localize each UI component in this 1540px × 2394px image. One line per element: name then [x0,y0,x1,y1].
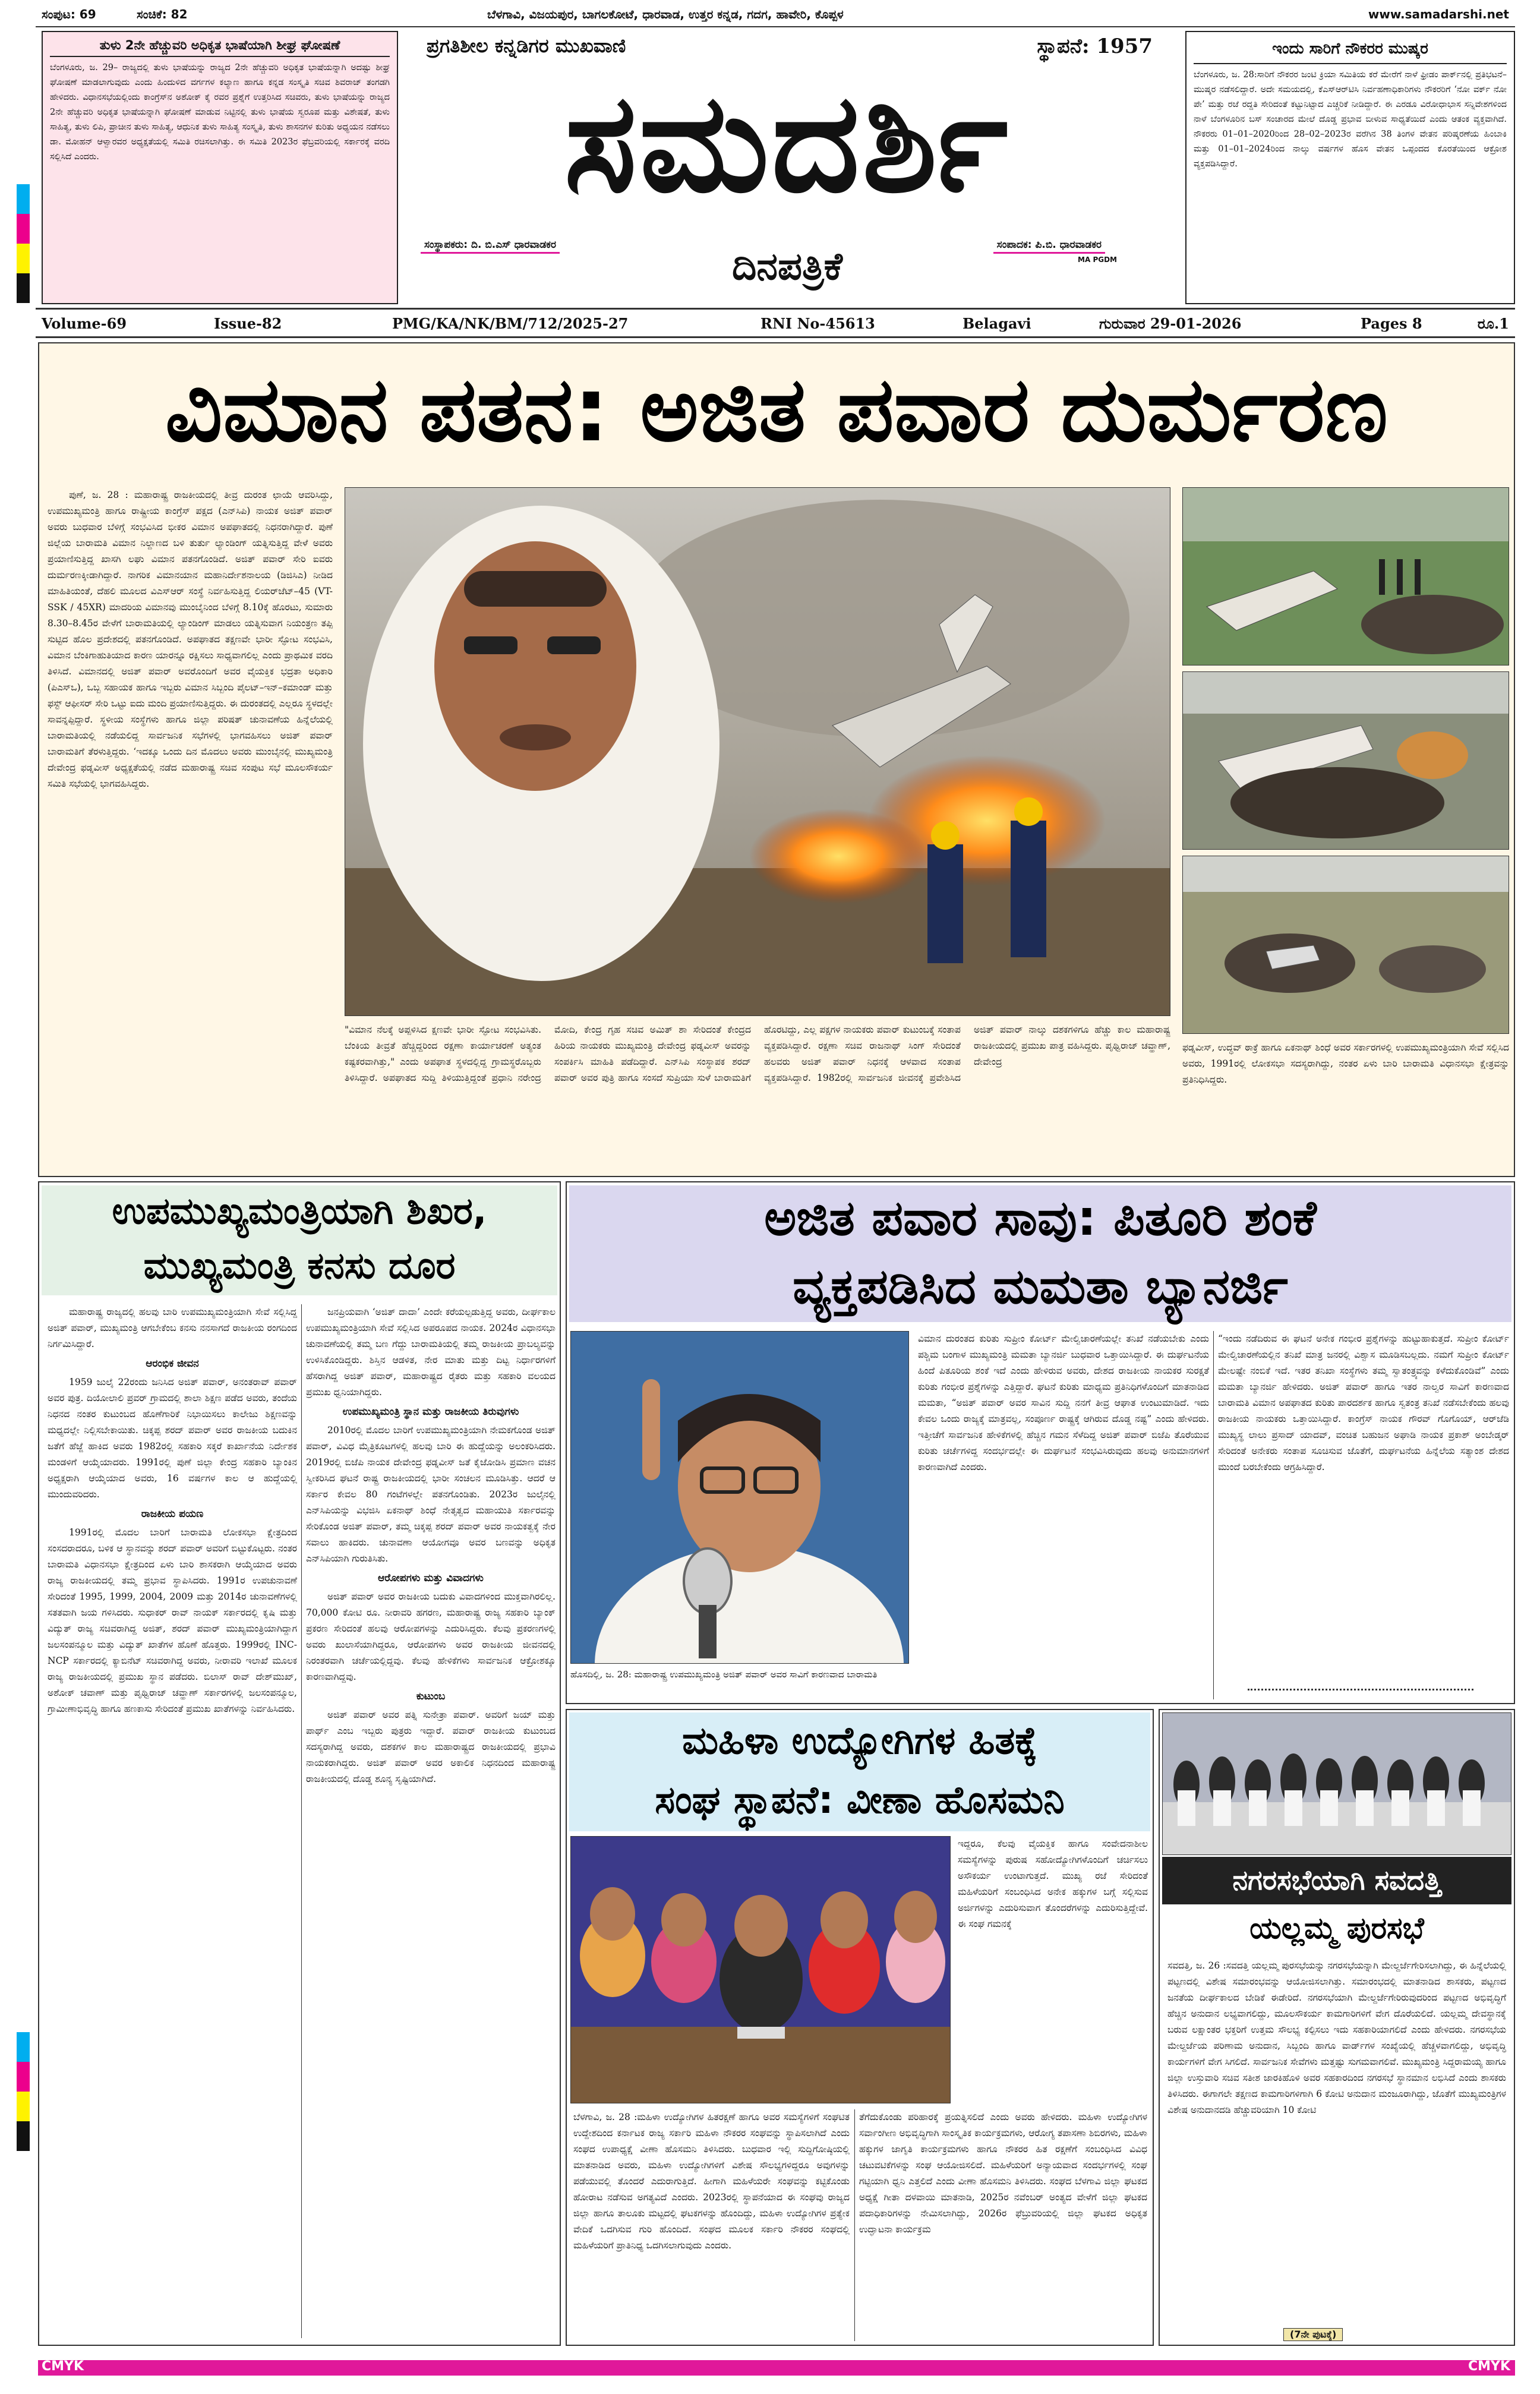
registration-magenta-left-2 [17,2062,30,2092]
story2-headline-1: ಉಪಮುಖ್ಯಮಂತ್ರಿಯಾಗಿ ಶಿಖರ, [42,1185,557,1239]
masthead-founder: ಸಂಸ್ಥಾಪಕರು: ದಿ. ಬಿ.ಎಸ್ ಧಾರವಾಡಕರ [421,238,560,254]
story2-para-4: ಜನಪ್ರಿಯವಾಗಿ ‘ಅಜಿತ್ ದಾದಾ’ ಎಂದೇ ಕರೆಯಲ್ಪಡುತ್ತಿದ್ದ ಅವರು, ದೀರ್ಘಕಾಲ ಉಪಮುಖ್ಯಮಂತ್ರಿಯಾಗಿ ಸೇವೆ ಸಲ್ಲಿಸಿದ ಅಪರೂಪದ ನಾಯಕ. 2024ರ ವಿಧಾನಸಭಾ ಚುನಾವಣೆಯಲ್ಲಿ ತಮ್ಮ ಬಣ ಗೆದ್ದು ಬಾರಾಮತಿಯಲ್ಲಿ ತಮ್ಮ ರಾಜಕೀಯ ಪ್ರಾಬಲ್ಯವನ್ನು ಉಳಿಸಿಕೊಂಡಿದ್ದರು. ಶಿಸ್ತಿನ ಆಡಳಿತ, ನೇರ ಮಾತು ಮತ್ತು ದಿಟ್ಟ ನಿರ್ಧಾರಗಳಿಗೆ ಹೆಸರಾಗಿದ್ದ ಅಜಿತ್ ಪವಾರ್, ಮಹಾರಾಷ್ಟ್ರದ ರೈತರು ಮತ್ತು ಸಹಕಾರಿ ವಲಯದ ಪ್ರಮುಖ ಧ್ವನಿಯಾಗಿದ್ದರು. [306,1307,556,1398]
savadatti-photo [1162,1712,1511,1855]
mamata-illustration [571,1332,909,1664]
story3-end-rule [1248,1689,1473,1690]
transport-box-body: ಬೆಂಗಳೂರು, ಜ. 28:ಸಾರಿಗೆ ನೌಕರರ ಜಂಟಿ ಕ್ರಿಯಾ ಸಮಿತಿಯ ಕರೆ ಮೇರೆಗೆ ನಾಳೆ ಫ್ರೀಡಂ ಪಾರ್ಕ್‌ನಲ್ಲಿ ಪ್ರತಿಭಟನೆ–ಮುಷ್ಕರ ನಡೆಸಲಿದ್ದಾರೆ. ಅದೇ ಸಮಯದಲ್ಲಿ, ಕೆಎಸ್‌ಆರ್‌ಟಿಸಿ ನಿರ್ವಹಣಾಧಿಕಾರಿಗಳು ನೌಕರರಿಗೆ ‘ನೋ ವರ್ಕ್ ನೋ ಪೇ’ ಮತ್ತು ರಜೆ ರದ್ದತಿ ಸೇರಿದಂತೆ ಕಟ್ಟುನಿಟ್ಟಾದ ಎಚ್ಚರಿಕೆ ನೀಡಿದ್ದಾರೆ. ಈ ಎರಡೂ ವಿರೋಧಾಭಾಸ ಸನ್ನಿವೇಶಗಳಿಂದ ನಾಳೆ ಬೆಂಗಳೂರಿನ ಬಸ್ ಸಂಚಾರದ ಮೇಲೆ ದೊಡ್ಡ ಪ್ರಭಾವ ಬೀಳುವ ಸಾಧ್ಯತೆಯಿದೆ ಎಂದು ಆತಂಕ ವ್ಯಕ್ತವಾಗಿದೆ. ನೌಕರರು 01–01–2020ರಿಂದ 28–02–2023ರ ವರೆಗಿನ 38 ತಿಂಗಳ ವೇತನ ಪರಿಷ್ಕರಣೆಯ ಹಿಂಬಾಕಿ ಮತ್ತು 01–01–2024ರಿಂದ ನಾಲ್ಕು ವರ್ಷಗಳ ಹೊಸ ವೇತನ ಒಪ್ಪಂದದ ಕೊರತೆಯಿಂದ ಆಕ್ರೋಶ ವ್ಯಕ್ತಪಡಿಸಿದ್ದಾರೆ. [1194,70,1507,169]
story2-column-1 [48,1304,297,2338]
registration-black-left [17,273,30,303]
story2-para-6: ಅಜಿತ್ ಪವಾರ್ ಅವರ ರಾಜಕೀಯ ಬದುಕು ವಿವಾದಗಳಿಂದ ಮುಕ್ತವಾಗಿರಲಿಲ್ಲ. 70,000 ಕೋಟಿ ರೂ. ನೀರಾವರಿ ಹಗರಣ, ಮಹಾರಾಷ್ಟ್ರ ರಾಜ್ಯ ಸಹಕಾರಿ ಬ್ಯಾಂಕ್ ಪ್ರಕರಣ ಸೇರಿದಂತೆ ಹಲವು ಆರೋಪಗಳನ್ನು ಎದುರಿಸಿದ್ದರು. ಕೆಲವು ಪ್ರಕರಣಗಳಲ್ಲಿ ಅವರು ಖುಲಾಸೆಯಾಗಿದ್ದರೂ, ಆರೋಪಗಳು ಅವರ ರಾಜಕೀಯ ಜೀವನದಲ್ಲಿ ನಿರಂತರವಾಗಿ ಚರ್ಚೆಯಲ್ಲಿದ್ದವು. ಕೆಲವು ಹೇಳಿಕೆಗಳು ಸಾರ್ವಜನಿಕ ಆಕ್ರೋಶಕ್ಕೂ ಕಾರಣವಾಗಿದ್ದವು. [306,1591,556,1682]
masthead [410,31,1165,304]
crash-site-illustration-2 [1183,672,1509,850]
lead-right-text: ಫಡ್ನವೀಸ್, ಉದ್ಧವ್ ಠಾಕ್ರೆ ಹಾಗೂ ಏಕನಾಥ್ ಶಿಂಧೆ ಅವರ ಸರ್ಕಾರಗಳಲ್ಲಿ ಉಪಮುಖ್ಯಮಂತ್ರಿಯಾಗಿ ಸೇವೆ ಸಲ್ಲಿಸಿದ ಅವರು, 1991ರಲ್ಲಿ ಲೋಕಸಭಾ ಸದಸ್ಯರಾಗಿದ್ದು, ನಂತರ ಏಳು ಬಾರಿ ಬಾರಾಮತಿ ವಿಧಾನಸಭಾ ಕ್ಷೇತ್ರವನ್ನು ಪ್ರತಿನಿಧಿಸಿದ್ದರು. [1182,1042,1509,1085]
dateline [36,311,1515,335]
story2-para-3: 1991ರಲ್ಲಿ ಮೊದಲ ಬಾರಿಗೆ ಬಾರಾಮತಿ ಲೋಕಸಭಾ ಕ್ಷೇತ್ರದಿಂದ ಸಂಸದರಾದರೂ, ಬಳಿಕ ಆ ಸ್ಥಾನವನ್ನು ಶರದ್ ಪವಾರ್ ಅವರಿಗೆ ಬಿಟ್ಟುಕೊಟ್ಟರು. ನಂತರ ಬಾರಾಮತಿ ವಿಧಾನಸಭಾ ಕ್ಷೇತ್ರದಿಂದ ಏಳು ಬಾರಿ ಶಾಸಕರಾಗಿ ಆಯ್ಕೆಯಾದ ಅವರು ರಾಜ್ಯ ರಾಜಕೀಯದಲ್ಲಿ ತಮ್ಮ ಪ್ರಭಾವ ಸ್ಥಾಪಿಸಿದರು. 1991ರ ಉಪಚುನಾವಣೆ ಸೇರಿದಂತೆ 1995, 1999, 2004, 2009 ಮತ್ತು 2014ರ ಚುನಾವಣೆಗಳಲ್ಲಿ ಸತತವಾಗಿ ಜಯ ಗಳಿಸಿದರು. ಸುಧಾಕರ್ ರಾವ್ ನಾಯಕ್ ಸರ್ಕಾರದಲ್ಲಿ ಕೃಷಿ ಮತ್ತು ವಿದ್ಯುತ್ ರಾಜ್ಯ ಸಚಿವರಾಗಿದ್ದ ಅಜಿತ್, ಶರದ್ ಪವಾರ್ ಮುಖ್ಯಮಂತ್ರಿಯಾಗಿದ್ದಾಗ ಜಲಸಂಪನ್ಮೂಲ ಮತ್ತು ವಿದ್ಯುತ್ ಖಾತೆಗಳ ಹೊಣೆ ಹೊತ್ತರು. 1999ರಲ್ಲಿ INC-NCP ಸರ್ಕಾರದಲ್ಲಿ ಕ್ಯಾಬಿನೆಟ್ ಸಚಿವರಾಗಿದ್ದ ಅವರು, ನೀರಾವರಿ ಇಲಾಖೆ ಮೂಲಕ ರಾಜ್ಯ ರಾಜಕೀಯದಲ್ಲಿ ಪ್ರಮುಖ ಸ್ಥಾನ ಪಡೆದರು. ಬಿಲಾಸ್ ರಾವ್ ದೇಶ್‌ಮುಖ್, ಅಶೋಕ್ ಚವಾಣ್ ಮತ್ತು ಪೃಥ್ವಿರಾಜ್ ಚವ್ಹಾಣ್ ಸರ್ಕಾರಗಳಲ್ಲಿ ಜಲಸಂಪನ್ಮೂಲ, ಗ್ರಾಮೀಣಾಭಿವೃದ್ಧಿ ಹಾಗೂ ಹಣಕಾಸು ಸೇರಿದಂತೆ ಪ್ರಮುಖ ಖಾತೆಗಳನ್ನು ನಿರ್ವಹಿಸಿದರು. [48,1527,297,1714]
mahila-event-illustration [571,1837,951,2103]
lead-continuation: "ವಿಮಾನ ನೆಲಕ್ಕೆ ಅಪ್ಪಳಿಸಿದ ಕ್ಷಣವೇ ಭಾರೀ ಸ್ಫೋಟ ಸಂಭವಿಸಿತು. ಬೆಂಕಿಯ ತೀವ್ರತೆ ಹೆಚ್ಚಿದ್ದರಿಂದ ರಕ್ಷಣಾ ಕಾರ್ಯಾಚರಣೆ ಅತ್ಯಂತ ಕಷ್ಟಕರವಾಗಿತ್ತು," ಎಂದು ಅಪಘಾತ ಸ್ಥಳದಲ್ಲಿದ್ದ ಗ್ರಾಮಸ್ಥರೊಬ್ಬರು ತಿಳಿಸಿದ್ದಾರೆ. ಅಪಘಾತದ ಸುದ್ದಿ ತಿಳಿಯುತ್ತಿದ್ದಂತೆ ಪ್ರಧಾನಿ ನರೇಂದ್ರ ಮೋದಿ, ಕೇಂದ್ರ ಗೃಹ ಸಚಿವ ಅಮಿತ್ ಶಾ ಸೇರಿದಂತೆ ಕೇಂದ್ರದ ಹಿರಿಯ ನಾಯಕರು ಮುಖ್ಯಮಂತ್ರಿ ದೇವೇಂದ್ರ ಫಡ್ನವೀಸ್ ಅವರನ್ನು ಸಂಪರ್ಕಿಸಿ ಮಾಹಿತಿ ಪಡೆದಿದ್ದಾರೆ. ಎನ್‌ಸಿಪಿ ಸಂಸ್ಥಾಪಕ ಶರದ್ ಪವಾರ್ ಅವರ ಪುತ್ರಿ ಹಾಗೂ ಸಂಸದೆ ಸುಪ್ರಿಯಾ ಸುಳೆ ಬಾರಾಮತಿಗೆ ಹೊರಟಿದ್ದು, ಎಲ್ಲ ಪಕ್ಷಗಳ ನಾಯಕರು ಪವಾರ್ ಕುಟುಂಬಕ್ಕೆ ಸಂತಾಪ ವ್ಯಕ್ತಪಡಿಸಿದ್ದಾರೆ. ರಕ್ಷಣಾ ಸಚಿವ ರಾಜನಾಥ್ ಸಿಂಗ್ ಸೇರಿದಂತೆ ಹಲವರು ಅಜಿತ್ ಪವಾರ್ ನಿಧನಕ್ಕೆ ಆಳವಾದ ಸಂತಾಪ ವ್ಯಕ್ತಪಡಿಸಿದ್ದಾರೆ. 1982ರಲ್ಲಿ ಸಾರ್ವಜನಿಕ ಜೀವನಕ್ಕೆ ಪ್ರವೇಶಿಸಿದ ಅಜಿತ್ ಪವಾರ್ ನಾಲ್ಕು ದಶಕಗಳಿಗೂ ಹೆಚ್ಚು ಕಾಲ ಮಹಾರಾಷ್ಟ್ರ ರಾಜಕೀಯದಲ್ಲಿ ಪ್ರಮುಖ ಪಾತ್ರ ವಹಿಸಿದ್ದರು. ಪೃಥ್ವಿರಾಜ್ ಚವ್ಹಾಣ್, ದೇವೇಂದ್ರ [345,1024,1170,1083]
dateline-top-rule [36,308,1515,310]
story2-subhead-4: ಆರೋಪಗಳು ಮತ್ತು ವಿವಾದಗಳು [378,1572,484,1584]
story2-column-rule [301,1304,302,2338]
dateline-city: Belagavi [962,315,1031,332]
bottom-color-bar [38,2360,1515,2376]
crash-site-illustration-3 [1183,856,1509,1034]
story3-column-rule [1213,1331,1214,1699]
story3-headline-1: ಅಜಿತ ಪವಾರ ಸಾವು: ಪಿತೂರಿ ಶಂಕೆ [569,1185,1511,1254]
top-rule [36,26,1515,27]
story2-subhead-5: ಕುಟುಂಬ [416,1690,446,1702]
story2-headline-2: ಮುಖ್ಯಮಂತ್ರಿ ಕನಸು ದೂರ [42,1239,557,1295]
savadatti-illustration [1163,1713,1511,1855]
masthead-title: ಸಮದರ್ಶಿ [564,64,1011,223]
story4-column-2: ತೆಗೆದುಕೊಂಡು ಪರಿಹಾರಕ್ಕೆ ಪ್ರಯತ್ನಿಸಲಿದೆ ಎಂದು ಅವರು ಹೇಳಿದರು. ಮಹಿಳಾ ಉದ್ಯೋಗಿಗಳ ಸರ್ವಾಂಗೀಣ ಅಭಿವೃದ್ಧಿಗಾಗಿ ಸಾಂಸ್ಕೃತಿಕ ಕಾರ್ಯಕ್ರಮಗಳು, ಆರೋಗ್ಯ ತಪಾಸಣಾ ಶಿಬಿರಗಳು, ಮಹಿಳಾ ಹಕ್ಕುಗಳ ಜಾಗೃತಿ ಕಾರ್ಯಕ್ರಮಗಳು ಹಾಗೂ ನೌಕರರ ಹಿತ ರಕ್ಷಣೆಗೆ ಸಂಬಂಧಿಸಿದ ವಿವಿಧ ಚಟುವಟಿಕೆಗಳನ್ನು ಸಂಘ ಆಯೋಜಿಸಲಿದೆ. ಮಹಿಳೆಯರಿಗೆ ಅನ್ಯಾಯವಾದ ಸಂದರ್ಭಗಳಲ್ಲಿ ಸಂಘ ಗಟ್ಟಿಯಾಗಿ ಧ್ವನಿ ಎತ್ತಲಿದೆ ಎಂದು ವೀಣಾ ಹೊಸಮನಿ ತಿಳಿಸಿದರು. ಸಂಘದ ಬೆಳಗಾವಿ ಜಿಲ್ಲಾ ಘಟಕದ ಅಧ್ಯಕ್ಷೆ ಗೀತಾ ದಳವಾಯಿ ಮಾತನಾಡಿ, 2025ರ ನವೆಂಬರ್ ಅಂತ್ಯದ ವೇಳೆಗೆ ಜಿಲ್ಲಾ ಘಟಕದ ಪದಾಧಿಕಾರಿಗಳನ್ನು ನೇಮಿಸಲಾಗಿದ್ದು, 2026ರ ಫೆಬ್ರುವರಿಯಲ್ಲಿ ಜಿಲ್ಲಾ ಘಟಕದ ಅಧಿಕೃತ ಉದ್ಘಾಟನಾ ಕಾರ್ಯಕ್ರಮ [859,2112,1147,2235]
bottom-cmyk-left: CMYK [42,2359,84,2374]
masthead-subtitle: ದಿನಪತ್ರಿಕೆ [732,245,842,289]
story4-headline-1: ಮಹಿಳಾ ಉದ್ಯೋಗಿಗಳ ಹಿತಕ್ಕೆ [569,1712,1150,1772]
story2-subhead-2: ರಾಜಕೀಯ ಪಯಣ [141,1508,204,1520]
registration-yellow-left-2 [17,2092,30,2121]
story5-headline-2: ಯಲ್ಲಮ್ಮ ಪುರಸಭೆ [1249,1911,1424,1945]
masthead-tagline: ಪ್ರಗತಿಶೀಲ ಕನ್ನಡಿಗರ ಮುಖವಾಣಿ [427,34,626,57]
story5-body: ಸವದತ್ತಿ, ಜ. 26 :ಸವದತ್ತಿ ಯಲ್ಲಮ್ಮ ಪುರಸಭೆಯನ್ನು ನಗರಸಭೆಯನ್ನಾಗಿ ಮೇಲ್ದರ್ಜೆಗೇರಿಸಲಾಗಿದ್ದು, ಈ ಹಿನ್ನೆಲೆಯಲ್ಲಿ ಪಟ್ಟಣದಲ್ಲಿ ವಿಶೇಷ ಸಮಾರಂಭವನ್ನು ಆಯೋಜಿಸಲಾಗಿತ್ತು. ಸಮಾರಂಭದಲ್ಲಿ ಮಾತನಾಡಿದ ಶಾಸಕರು, ಪಟ್ಟಣದ ಜನತೆಯ ದೀರ್ಘಕಾಲದ ಬೇಡಿಕೆ ಈಡೇರಿದೆ. ನಗರಸಭೆಯಾಗಿ ಮೇಲ್ದರ್ಜೆಗೇರಿರುವುದರಿಂದ ಪಟ್ಟಣದ ಅಭಿವೃದ್ಧಿಗೆ ಹೆಚ್ಚಿನ ಅನುದಾನ ಲಭ್ಯವಾಗಲಿದ್ದು, ಮೂಲಸೌಕರ್ಯ ಕಾಮಗಾರಿಗಳಿಗೆ ವೇಗ ದೊರೆಯಲಿದೆ. ಯಲ್ಲಮ್ಮ ದೇವಸ್ಥಾನಕ್ಕೆ ಬರುವ ಲಕ್ಷಾಂತರ ಭಕ್ತರಿಗೆ ಉತ್ತಮ ಸೌಲಭ್ಯ ಕಲ್ಪಿಸಲು ಇದು ಸಹಕಾರಿಯಾಗಲಿದೆ ಎಂದು ಹೇಳಿದರು. ನಗರಸಭೆಯ ಮೇಲ್ದರ್ಜೆಯ ಪರಿಣಾಮ ಅನುದಾನ, ಸಿಬ್ಬಂದಿ ಹಾಗೂ ವಾರ್ಡ್‌ಗಳ ಸಂಖ್ಯೆಯಲ್ಲಿ ಹೆಚ್ಚಳವಾಗಲಿದ್ದು, ಅಭಿವೃದ್ಧಿ ಕಾರ್ಯಗಳಿಗೆ ವೇಗ ಸಿಗಲಿದೆ. ಸಾರ್ವಜನಿಕ ಸೇವೆಗಳು ಮತ್ತಷ್ಟು ಸುಗಮವಾಗಲಿವೆ. ಮುಖ್ಯಮಂತ್ರಿ ಸಿದ್ದರಾಮಯ್ಯ ಹಾಗೂ ಜಿಲ್ಲಾ ಉಸ್ತುವಾರಿ ಸಚಿವ ಸತೀಶ ಜಾರಕಿಹೊಳಿ ಅವರ ಸಹಕಾರದಿಂದ ನಗರಸಭೆ ಸ್ಥಾನಮಾನ ಲಭಿಸಿದೆ ಎಂದು ಶಾಸಕರು ತಿಳಿಸಿದರು. ಈಗಾಗಲೇ ತಕ್ಷಣದ ಕಾಮಗಾರಿಗಳಿಗಾಗಿ 6 ಕೋಟಿ ಅನುದಾನ ಮಂಜೂರಾಗಿದ್ದು, ಜೊತೆಗೆ ಮುಖ್ಯಮಂತ್ರಿಗಳ ವಿಶೇಷ ಅನುದಾನದಡಿ ಹೆಚ್ಚುವರಿಯಾಗಿ 10 ಕೋಟಿ [1167,1960,1506,2115]
mamata-photo [570,1331,909,1664]
dateline-rni: RNI No-45613 [760,315,875,332]
crash-site-illustration-1 [1183,488,1509,665]
story3-headline-2: ವ್ಯಕ್ತಪಡಿಸಿದ ಮಮತಾ ಬ್ಯಾನರ್ಜಿ [569,1254,1511,1322]
story4-side-text: ಇದ್ದರೂ, ಕೆಲವು ವೈಯಕ್ತಿಕ ಹಾಗೂ ಸಂವೇದನಾಶೀಲ ಸಮಸ್ಯೆಗಳನ್ನು ಪುರುಷ ಸಹೋದ್ಯೋಗಿಗಳೊಂದಿಗೆ ಚರ್ಚಿಸಲು ಅಸೌಕರ್ಯ ಉಂಟಾಗುತ್ತದೆ. ಮುಖ್ಯ ರಜೆ ಸೇರಿದಂತೆ ಮಹಿಳೆಯರಿಗೆ ಸಂಬಂಧಿಸಿದ ಅನೇಕ ಹಕ್ಕುಗಳ ಬಗ್ಗೆ ಸಲ್ಲಿಸುವ ಅರ್ಜಿಗಳನ್ನು ಎದುರಿಸುವಾಗ ತೊಂದರೆಗಳನ್ನು ಎದುರಿಸುತ್ತಿದ್ದೇವೆ. ಈ ಸಂಘ ಗಮನಕ್ಕೆ [958,1838,1148,1929]
crash-main-photo [345,487,1170,1016]
dateline-pages: Pages 8 [1361,315,1422,332]
mahila-event-photo [570,1836,951,2103]
website-link[interactable]: www.samadarshi.net [1368,7,1509,21]
story4-column-rule [854,2109,855,2341]
registration-magenta-left [17,214,30,244]
volume-number: ಸಂಪುಟ: 69 [42,7,96,21]
story2-column-2 [306,1304,556,2338]
dateline-price: ರೂ.1 [1477,315,1509,332]
dateline-bottom-rule [36,336,1515,338]
crash-site-photo-1 [1182,487,1509,665]
dateline-issue: Issue-82 [214,315,282,332]
dateline-date: ಗುರುವಾರ 29-01-2026 [1099,315,1242,332]
mamata-photo-caption: ಹೊಸದಿಲ್ಲಿ, ಜ. 28: ಮಹಾರಾಷ್ಟ್ರ ಉಪಮುಖ್ಯಮಂತ್ರಿ ಅಜಿತ್ ಪವಾರ್ ಅವರ ಸಾವಿಗೆ ಕಾರಣವಾದ ಬಾರಾಮತಿ [570,1669,878,1680]
crash-site-photo-2 [1182,671,1509,850]
story2-para-7: ಅಜಿತ್ ಪವಾರ್ ಅವರ ಪತ್ನಿ ಸುನೇತ್ರಾ ಪವಾರ್. ಅವರಿಗೆ ಜಯ್ ಮತ್ತು ಪಾರ್ಥ್ ಎಂಬ ಇಬ್ಬರು ಪುತ್ರರು ಇದ್ದಾರೆ. ಪವಾರ್ ರಾಜಕೀಯ ಕುಟುಂಬದ ಸದಸ್ಯರಾಗಿದ್ದ ಅವರು, ದಶಕಗಳ ಕಾಲ ಮಹಾರಾಷ್ಟ್ರದ ರಾಜಕೀಯದಲ್ಲಿ ಪ್ರಭಾವಿ ನಾಯಕರಾಗಿದ್ದರು. ಅಜಿತ್ ಪವಾರ್ ಅವರ ಅಕಾಲಿಕ ನಿಧನದಿಂದ ಮಹಾರಾಷ್ಟ್ರ ರಾಜಕೀಯದಲ್ಲಿ ದೊಡ್ಡ ಶೂನ್ಯ ಸೃಷ್ಟಿಯಾಗಿದೆ. [306,1709,556,1784]
story4-headline-2: ಸಂಘ ಸ್ಥಾಪನೆ: ವೀಣಾ ಹೊಸಮನಿ [569,1772,1150,1831]
edition-cities: ಬೆಳಗಾವಿ, ವಿಜಯಪುರ, ಬಾಗಲಕೋಟೆ, ಧಾರವಾಡ, ಉತ್ತರ ಕನ್ನಡ, ಗದಗ, ಹಾವೇರಿ, ಕೊಪ್ಪಳ [487,7,844,21]
dateline-volume: Volume-69 [42,315,127,332]
top-bar [36,5,1515,26]
crash-site-photo-3 [1182,856,1509,1034]
transport-strike-box [1185,31,1515,304]
tulu-box-body: ಬೆಂಗಳೂರು, ಜ. 29– ರಾಜ್ಯದಲ್ಲಿ ತುಳು ಭಾಷೆಯನ್ನು ರಾಜ್ಯದ 2ನೇ ಹೆಚ್ಚುವರಿ ಅಧಿಕೃತ ಭಾಷೆಯನ್ನಾಗಿ ಅದಷ್ಟು ಶೀಘ್ರ ಘೋಷಣೆ ಮಾಡಲಾಗುವುದು ಎಂದು ಹಿಂದುಳಿದ ವರ್ಗಗಳ ಕಲ್ಯಾಣ ಹಾಗೂ ಕನ್ನಡ ಸಂಸ್ಕೃತಿ ಸಚಿವ ಶಿವರಾಜ್ ತಂಗಡಗಿ ಹೇಳಿದರು. ವಿಧಾನಸಭೆಯಲ್ಲಿಂದು ಕಾಂಗ್ರೆಸ್‌ನ ಅಶೋಕ್ ಕೈ ರವರ ಪ್ರಶ್ನೆಗೆ ಉತ್ತರಿಸಿದ ಸಚಿವರು, ತುಳು ಭಾಷೆಯನ್ನು ರಾಜ್ಯದ 2ನೇ ಹೆಚ್ಚುವರಿ ಅಧಿಕೃತ ಭಾಷೆಯನ್ನಾಗಿ ಘೋಷಣೆ ಮಾಡುವ ನಿಟ್ಟಿನಲ್ಲಿ ತುಳು ಭಾಷೆಯ ಸ್ವರೂಪ ಮತ್ತು ವಿಶೇಷತೆ, ತುಳು ಸಾಹಿತ್ಯ, ತುಳು ಲಿಪಿ, ಪ್ರಾಚೀನ ತುಳು ಸಾಹಿತ್ಯ, ಆಧುನಿಕ ತುಳು ಸಾಹಿತ್ಯ ಸಂಸ್ಕೃತಿ, ತುಳು ಶಾಸನಗಳ ಕುರಿತು ಅಧ್ಯಯನ ನಡೆಸಲು ಡಾ. ಮೋಹನ್ ಆಳ್ವಾರವರ ಅಧ್ಯಕ್ಷತೆಯಲ್ಲಿ ಸಮಿತಿ ರಚಿಸಲಾಗಿತ್ತು. ಈ ಸಮಿತಿ 2023ರ ಫೆಬ್ರವರಿಯಲ್ಲಿ ಸರ್ಕಾರಕ್ಕೆ ವರದಿ ಸಲ್ಲಿಸಿದೆ ಎಂದರು. [50,63,390,162]
bottom-cmyk-right: CMYK [1468,2359,1510,2374]
story2-para-5: 2010ರಲ್ಲಿ ಮೊದಲ ಬಾರಿಗೆ ಉಪಮುಖ್ಯಮಂತ್ರಿಯಾಗಿ ನೇಮಕಗೊಂಡ ಅಜಿತ್ ಪವಾರ್, ವಿವಿಧ ಮೈತ್ರಿಕೂಟಗಳಲ್ಲಿ ಹಲವು ಬಾರಿ ಈ ಹುದ್ದೆಯನ್ನು ಅಲಂಕರಿಸಿದರು. 2019ರಲ್ಲಿ ಬಿಜೆಪಿ ನಾಯಕ ದೇವೇಂದ್ರ ಫಡ್ನವೀಸ್ ಜತೆ ಕೈಜೋಡಿಸಿ ಪ್ರಮಾಣ ವಚನ ಸ್ವೀಕರಿಸಿದ ಘಟನೆ ರಾಷ್ಟ್ರ ರಾಜಕೀಯದಲ್ಲಿ ಭಾರೀ ಸಂಚಲನ ಮೂಡಿಸಿತ್ತು. ಆದರೆ ಆ ಸರ್ಕಾರ ಕೇವಲ 80 ಗಂಟೆಗಳಲ್ಲೇ ಪತನಗೊಂಡಿತು. 2023ರ ಜುಲೈನಲ್ಲಿ ಎನ್‌ಸಿಪಿಯನ್ನು ವಿಭಜಿಸಿ ಏಕನಾಥ್ ಶಿಂಧೆ ನೇತೃತ್ವದ ಮಹಾಯುತಿ ಸರ್ಕಾರವನ್ನು ಸೇರಿಕೊಂಡ ಅಜಿತ್ ಪವಾರ್, ತಮ್ಮ ಚಿಕ್ಕಪ್ಪ ಶರದ್ ಪವಾರ್ ಅವರ ನಾಯಕತ್ವಕ್ಕೆ ನೇರ ಸವಾಲು ಹಾಕಿದರು. ಚುನಾವಣಾ ಆಯೋಗವೂ ಅವರ ಬಣವನ್ನು ಅಧಿಕೃತ ಎನ್‌ಸಿಪಿಯಾಗಿ ಗುರುತಿಸಿತು. [306,1425,556,1564]
story5-continued[interactable]: (7ನೇ ಪುಟಕ್ಕೆ) [1283,2328,1343,2341]
registration-yellow-left [17,244,30,273]
masthead-editor-degree: MA PGDM [1078,256,1117,264]
registration-cyan-left-2 [17,2032,30,2062]
transport-box-title: ಇಂದು ಸಾರಿಗೆ ನೌಕರರ ಮುಷ್ಕರ [1194,37,1507,64]
lead-headline: ವಿಮಾನ ಪತನ: ಅಜಿತ ಪವಾರ ದುರ್ಮರಣ [165,358,1388,462]
story2-para-1: ಮಹಾರಾಷ್ಟ್ರ ರಾಜ್ಯದಲ್ಲಿ ಹಲವು ಬಾರಿ ಉಪಮುಖ್ಯಮಂತ್ರಿಯಾಗಿ ಸೇವೆ ಸಲ್ಲಿಸಿದ್ದ ಅಜಿತ್ ಪವಾರ್, ಮುಖ್ಯಮಂತ್ರಿ ಆಗಬೇಕೆಂಬ ಕನಸು ನನಸಾಗದೆ ರಾಜಕೀಯ ರಂಗದಿಂದ ನಿರ್ಗಮಿಸಿದ್ದಾರೆ. [48,1307,297,1349]
crash-photo-illustration [345,488,1170,1016]
registration-cyan-left [17,184,30,214]
registration-black-left-2 [17,2121,30,2151]
story2-subhead-1: ಆರಂಭಿಕ ಜೀವನ [146,1358,199,1370]
masthead-editor: ಸಂಪಾದಕ: ಪಿ.ಬಿ. ಧಾರವಾಡಕರ [993,238,1105,254]
dateline-pmg: PMG/KA/NK/BM/712/2025-27 [392,315,629,332]
story4-column-1: ಬೆಳಗಾವಿ, ಜ. 28 :ಮಹಿಳಾ ಉದ್ಯೋಗಿಗಳ ಹಿತರಕ್ಷಣೆ ಹಾಗೂ ಅವರ ಸಮಸ್ಯೆಗಳಿಗೆ ಸಂಘಟಿತ ಉದ್ದೇಶದಿಂದ ಕರ್ನಾಟಕ ರಾಜ್ಯ ಸರ್ಕಾರಿ ಮಹಿಳಾ ನೌಕರರ ಸಂಘವನ್ನು ಸ್ಥಾಪಿಸಲಾಗಿದೆ ಎಂದು ಸಂಘದ ಉಪಾಧ್ಯಕ್ಷೆ ವೀಣಾ ಹೊಸಮನಿ ತಿಳಿಸಿದರು. ಬುಧವಾರ ಇಲ್ಲಿ ಸುದ್ದಿಗೋಷ್ಠಿಯಲ್ಲಿ ಮಾತನಾಡಿದ ಅವರು, ಮಹಿಳಾ ಉದ್ಯೋಗಿಗಳಿಗೆ ವಿಶೇಷ ಸೌಲಭ್ಯಗಳಿದ್ದರೂ ಅವುಗಳನ್ನು ಪಡೆಯುವಲ್ಲಿ ತೊಂದರೆ ಎದುರಾಗುತ್ತಿದೆ. ಹೀಗಾಗಿ ಮಹಿಳೆಯರೇ ಸಂಘವನ್ನು ಕಟ್ಟಿಕೊಂಡು ಹೋರಾಟ ನಡೆಸುವ ಅಗತ್ಯವಿದೆ ಎಂದರು. 2023ರಲ್ಲಿ ಸ್ಥಾಪನೆಯಾದ ಈ ಸಂಘವು ರಾಜ್ಯದ ಜಿಲ್ಲಾ ಹಾಗೂ ತಾಲೂಕು ಮಟ್ಟದಲ್ಲಿ ಘಟಕಗಳನ್ನು ಹೊಂದಿದ್ದು, ಮಹಿಳಾ ಉದ್ಯೋಗಿಗಳ ಪ್ರತ್ಯೇಕ ವೇದಿಕೆ ಒದಗಿಸುವ ಗುರಿ ಹೊಂದಿದೆ. ಸಂಘದ ಮೂಲಕ ಸರ್ಕಾರಿ ನೌಕರರ ಸಂಘದಲ್ಲಿ ಮಹಿಳೆಯರಿಗೆ ಪ್ರಾತಿನಿಧ್ಯ ಒದಗಿಸಲಾಗುವುದು ಎಂದರು. [573,2112,850,2251]
tulu-language-box [42,31,398,304]
story2-subhead-3: ಉಪಮುಖ್ಯಮಂತ್ರಿ ಸ್ಥಾನ ಮತ್ತು ರಾಜಕೀಯ ತಿರುವುಗಳು [342,1406,519,1418]
story3-column-2: “ಇಂದು ನಡೆದಿರುವ ಈ ಘಟನೆ ಅನೇಕ ಗಂಭೀರ ಪ್ರಶ್ನೆಗಳನ್ನು ಹುಟ್ಟುಹಾಕುತ್ತದೆ. ಸುಪ್ರೀಂ ಕೋರ್ಟ್ ಮೇಲ್ವಿಚಾರಣೆಯಲ್ಲಿನ ತನಿಖೆ ಮಾತ್ರ ಜನರಲ್ಲಿ ವಿಶ್ವಾಸ ಮೂಡಿಸಬಲ್ಲದು. ನಮಗೆ ಸುಪ್ರೀಂ ಕೋರ್ಟ್ ಮೇಲಷ್ಟೇ ನಂಬಿಕೆ ಇದೆ. ಇತರ ತನಿಖಾ ಸಂಸ್ಥೆಗಳು ತಮ್ಮ ಸ್ವಾತಂತ್ರ್ಯವನ್ನು ಕಳೆದುಕೊಂಡಿವೆ” ಎಂದು ಮಮತಾ ಬ್ಯಾನರ್ಜಿ ಹೇಳಿದರು. ಅಜಿತ್ ಪವಾರ್ ಹಾಗೂ ಇತರ ನಾಲ್ವರ ಸಾವಿಗೆ ಕಾರಣವಾದ ಬಾರಾಮತಿ ವಿಮಾನ ಅಪಘಾತದ ಕುರಿತು ಪಾರದರ್ಶಕ ಹಾಗೂ ಸ್ವತಂತ್ರ ತನಿಖೆ ನಡೆಸಬೇಕೆಂದು ಹಲವು ರಾಜಕೀಯ ನಾಯಕರು ಒತ್ತಾಯಿಸಿದ್ದಾರೆ. ಕಾಂಗ್ರೆಸ್ ನಾಯಕ ಗೌರವ್ ಗೊಗೊಯ್, ಆರ್‌ಜೆಡಿ ಮುಖ್ಯಸ್ಥ ಲಾಲು ಪ್ರಸಾದ್ ಯಾದವ್, ವಂಚಿತ ಬಹುಜನ ಅಘಾಡಿ ನಾಯಕ ಪ್ರಕಾಶ್ ಅಂಬೇಡ್ಕರ್ ಸೇರಿದಂತೆ ಅನೇಕರು ಸಂತಾಪ ಸೂಚಿಸುವ ಜೊತೆಗೆ, ದುರ್ಘಟನೆಯ ಹಿನ್ನೆಲೆಯ ಸತ್ಯಾಂಶ ದೇಶದ ಮುಂದೆ ಬರಬೇಕೆಂದು ಆಗ್ರಹಿಸಿದ್ದಾರೆ. [1218,1333,1509,1472]
lead-column-1: ಪುಣೆ, ಜ. 28 : ಮಹಾರಾಷ್ಟ್ರ ರಾಜಕೀಯದಲ್ಲಿ ತೀವ್ರ ದುರಂತ ಛಾಯೆ ಆವರಿಸಿದ್ದು, ಉಪಮುಖ್ಯಮಂತ್ರಿ ಹಾಗೂ ರಾಷ್ಟ್ರೀಯ ಕಾಂಗ್ರೆಸ್ ಪಕ್ಷದ (ಎನ್‌ಸಿಪಿ) ನಾಯಕ ಅಜಿತ್ ಪವಾರ್ ಅವರು ಬುಧವಾರ ಬೆಳಿಗ್ಗೆ ಸಂಭವಿಸಿದ ಭೀಕರ ವಿಮಾನ ಅಪಘಾತದಲ್ಲಿ ನಿಧನರಾಗಿದ್ದಾರೆ. ಪುಣೆ ಜಿಲ್ಲೆಯ ಬಾರಾಮತಿ ವಿಮಾನ ನಿಲ್ದಾಣದ ಬಳಿ ತುರ್ತು ಲ್ಯಾಂಡಿಂಗ್ ಯತ್ನಿಸುತ್ತಿದ್ದ ವೇಳೆ ಅವರು ಪ್ರಯಾಣಿಸುತ್ತಿದ್ದ ಖಾಸಗಿ ಲಘು ವಿಮಾನ ಪತನಗೊಂಡಿದೆ. ಅಜಿತ್ ಪವಾರ್ ಸೇರಿ ಐವರು ದುರ್ಮರಣಕ್ಕೀಡಾಗಿದ್ದಾರೆ. ನಾಗರಿಕ ವಿಮಾನಯಾನ ಮಹಾನಿರ್ದೇಶನಾಲಯ (ಡಿಜಿಸಿಎ) ನೀಡಿದ ಮಾಹಿತಿಯಂತೆ, ದೆಹಲಿ ಮೂಲದ ವಿಎಸ್‌ಆರ್ ಸಂಸ್ಥೆ ನಿರ್ವಹಿಸುತ್ತಿದ್ದ ಲಿಯರ್‌ಜೆಟ್–45 (VT-SSK / 45XR) ಮಾದರಿಯ ವಿಮಾನವು ಮುಂಬೈನಿಂದ ಬೆಳಿಗ್ಗೆ 8.10ಕ್ಕೆ ಹೊರಟು, ಸುಮಾರು 8.30–8.45ರ ವೇಳೆಗೆ ಬಾರಾಮತಿಯಲ್ಲಿ ಲ್ಯಾಂಡಿಂಗ್ ಮಾಡಲು ಯತ್ನಿಸುವಾಗ ನಿಯಂತ್ರಣ ತಪ್ಪಿ ಸುಟ್ಟಿದ ಹೊಲ ಪ್ರದೇಶದಲ್ಲಿ ಪತನಗೊಂಡಿದೆ. ಅಪಘಾತದ ತಕ್ಷಣವೇ ಭಾರೀ ಸ್ಫೋಟ ಸಂಭವಿಸಿ, ವಿಮಾನ ಬೆಂಕಿಗಾಹುತಿಯಾದ ಕಾರಣ ಯಾರನ್ನೂ ರಕ್ಷಿಸಲು ಸಾಧ್ಯವಾಗಲಿಲ್ಲ ಎಂದು ಪ್ರಾಥಮಿಕ ವರದಿ ತಿಳಿಸಿದೆ. ವಿಮಾನದಲ್ಲಿ ಅಜಿತ್ ಪವಾರ್ ಅವರೊಂದಿಗೆ ಅವರ ವೈಯಕ್ತಿಕ ಭದ್ರತಾ ಅಧಿಕಾರಿ (ಪಿಎಸ್‌ಒ), ಒಬ್ಬ ಸಹಾಯಕ ಹಾಗೂ ಇಬ್ಬರು ವಿಮಾನ ಸಿಬ್ಬಂದಿ ಪೈಲಟ್–ಇನ್–ಕಮಾಂಡ್ ಮತ್ತು ಫಸ್ಟ್ ಆಫೀಸರ್ ಸೇರಿ ಒಟ್ಟು ಐದು ಮಂದಿ ಪ್ರಯಾಣಿಸುತ್ತಿದ್ದರು. ಈ ದುರಂತದಲ್ಲಿ ಎಲ್ಲರೂ ಸ್ಥಳದಲ್ಲೇ ಸಾವನ್ನಪ್ಪಿದ್ದಾರೆ. ಸ್ಥಳೀಯ ಸಂಸ್ಥೆಗಳು ಹಾಗೂ ಜಿಲ್ಲಾ ಪರಿಷತ್ ಚುನಾವಣೆಯ ಹಿನ್ನೆಲೆಯಲ್ಲಿ ಬಾರಾಮತಿಯಲ್ಲಿ ನಡೆಯಲಿದ್ದ ಸಾರ್ವಜನಿಕ ಸಭೆಗಳಲ್ಲಿ ಭಾಗವಹಿಸಲು ಅಜಿತ್ ಪವಾರ್ ಬಾರಾಮತಿಗೆ ತೆರಳುತ್ತಿದ್ದರು. ‘ಇದಕ್ಕೂ ಒಂದು ದಿನ ಮೊದಲು ಅವರು ಮುಂಬೈನಲ್ಲಿ ಮುಖ್ಯಮಂತ್ರಿ ದೇವೇಂದ್ರ ಫಡ್ನವೀಸ್ ಅಧ್ಯಕ್ಷತೆಯಲ್ಲಿ ನಡೆದ ಮಹಾರಾಷ್ಟ್ರ ಸಚಿವ ಸಂಪುಟ ಸಭೆ ಮೂಲಸೌಕರ್ಯ ಸಮಿತಿ ಸಭೆಯಲ್ಲಿ ಭಾಗವಹಿಸಿದ್ದರು. [48,490,333,789]
story2-para-2: 1959 ಜುಲೈ 22ರಂದು ಜನಿಸಿದ ಅಜಿತ್ ಪವಾರ್, ಅನಂತರಾವ್ ಪವಾರ್ ಅವರ ಪುತ್ರ. ದಿಯೋಲಾಲಿ ಪ್ರವರ್ ಗ್ರಾಮದಲ್ಲಿ ಶಾಲಾ ಶಿಕ್ಷಣ ಪಡೆದ ಅವರು, ತಂದೆಯ ನಿಧನದ ನಂತರ ಕುಟುಂಬದ ಹೊಣೆಗಾರಿಕೆ ನಿಭಾಯಿಸಲು ಕಾಲೇಜು ಶಿಕ್ಷಣವನ್ನು ಮಧ್ಯದಲ್ಲೇ ನಿಲ್ಲಿಸಬೇಕಾಯಿತು. ಚಿಕ್ಕಪ್ಪ ಶರದ್ ಪವಾರ್ ಅವರ ರಾಜಕೀಯ ಬದುಕಿನ ಜತೆಗೆ ಹೆಜ್ಜೆ ಹಾಕಿದ ಅವರು 1982ರಲ್ಲಿ ಸಹಕಾರಿ ಸಕ್ಕರೆ ಕಾರ್ಖಾನೆಯ ನಿರ್ದೇಶಕ ಮಂಡಳಿಗೆ ಆಯ್ಕೆಯಾದರು. 1991ರಲ್ಲಿ ಪುಣೆ ಜಿಲ್ಲಾ ಕೇಂದ್ರ ಸಹಕಾರಿ ಬ್ಯಾಂಕಿನ ಅಧ್ಯಕ್ಷರಾಗಿ ಆಯ್ಕೆಯಾದ ಅವರು, 16 ವರ್ಷಗಳ ಕಾಲ ಆ ಹುದ್ದೆಯಲ್ಲಿ ಮುಂದುವರಿದರು. [48,1377,297,1500]
issue-number: ಸಂಚಿಕೆ: 82 [137,7,188,21]
story3-column-1: ವಿಮಾನ ದುರಂತದ ಕುರಿತು ಸುಪ್ರೀಂ ಕೋರ್ಟ್ ಮೇಲ್ವಿಚಾರಣೆಯಲ್ಲೇ ತನಿಖೆ ನಡೆಯಬೇಕು ಎಂದು ಪಶ್ಚಿಮ ಬಂಗಾಳ ಮುಖ್ಯಮಂತ್ರಿ ಮಮತಾ ಬ್ಯಾನರ್ಜಿ ಬುಧವಾರ ಒತ್ತಾಯಿಸಿದ್ದಾರೆ. ಈ ದುರ್ಘಟನೆಯ ಹಿಂದೆ ಪಿತೂರಿಯ ಶಂಕೆ ಇದೆ ಎಂದು ಹೇಳಿರುವ ಅವರು, ದೇಶದ ರಾಜಕೀಯ ನಾಯಕರ ಸುರಕ್ಷತೆ ಕುರಿತು ಗಂಭೀರ ಪ್ರಶ್ನೆಗಳನ್ನು ಎತ್ತಿದ್ದಾರೆ. ಘಟನೆ ಕುರಿತು ಮಾಧ್ಯಮ ಪ್ರತಿನಿಧಿಗಳೊಂದಿಗೆ ಮಾತನಾಡಿದ ಮಮತಾ, “ಅಜಿತ್ ಪವಾರ್ ಅವರ ಸಾವಿನ ಸುದ್ದಿ ನನಗೆ ತೀವ್ರ ಆಘಾತ ಉಂಟುಮಾಡಿದೆ. ಇದು ಕೇವಲ ಒಂದು ರಾಜ್ಯಕ್ಕೆ ಮಾತ್ರವಲ್ಲ, ಸಂಪೂರ್ಣ ರಾಷ್ಟ್ರಕ್ಕೆ ಆಗಿರುವ ದೊಡ್ಡ ನಷ್ಟ” ಎಂದು ಹೇಳಿದರು. ಇತ್ತೀಚೆಗೆ ಸಾರ್ವಜನಿಕ ಹೇಳಿಕೆಗಳಲ್ಲಿ ಹೆಚ್ಚಿನ ಗಮನ ಸೆಳೆದಿದ್ದ ಅಜಿತ್ ಪವಾರ್ ಬಿಜೆಪಿ ತೊರೆಯುವ ಕುರಿತು ಚರ್ಚೆಗಳಿದ್ದ ಸಂದರ್ಭದಲ್ಲೇ ಈ ದುರ್ಘಟನೆ ಸಂಭವಿಸಿರುವುದು ಹಲವು ಅನುಮಾನಗಳಿಗೆ ಕಾರಣವಾಗಿದೆ ಎಂದರು. [918,1333,1209,1472]
tulu-box-title: ತುಳು 2ನೇ ಹೆಚ್ಚುವರಿ ಅಧಿಕೃತ ಭಾಷೆಯಾಗಿ ಶೀಘ್ರ ಘೋಷಣೆ [50,37,390,57]
story5-headline-1: ನಗರಸಭೆಯಾಗಿ ಸವದತ್ತಿ [1162,1857,1511,1904]
masthead-founded: ಸ್ಥಾಪನೆ: 1957 [1037,34,1153,58]
